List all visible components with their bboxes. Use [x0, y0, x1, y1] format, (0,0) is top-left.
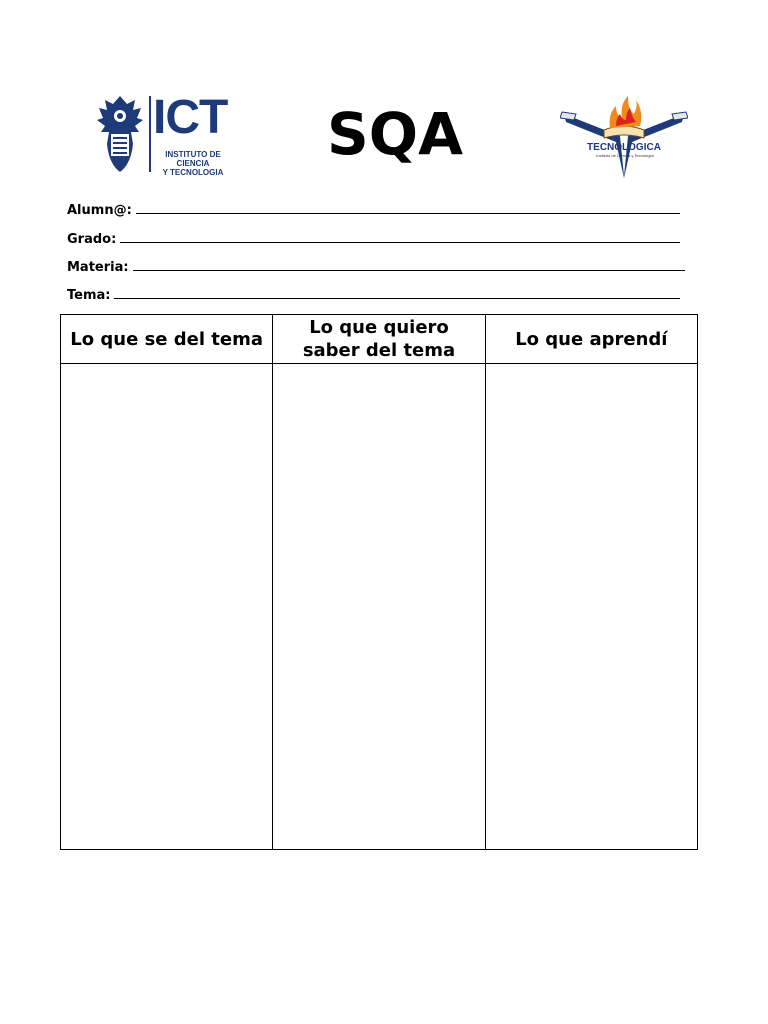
ict-logo-subtitle: INSTITUTO DE CIENCIA Y TECNOLOGIA	[162, 150, 224, 177]
cell-se[interactable]	[61, 364, 273, 850]
tecnologica-logo	[560, 92, 688, 178]
materia-label: Materia:	[67, 260, 129, 275]
column-header-quiero-saber: Lo que quiero saber del tema	[273, 315, 485, 364]
grado-blank-line[interactable]	[120, 230, 680, 243]
cell-aprendi[interactable]	[485, 364, 697, 850]
column-header-se: Lo que se del tema	[61, 315, 273, 364]
column-header-aprendi: Lo que aprendí	[485, 315, 697, 364]
tema-label: Tema:	[67, 288, 111, 303]
alumno-field[interactable]	[67, 201, 680, 219]
tema-field[interactable]	[67, 286, 680, 304]
table-header-row	[61, 315, 698, 364]
grado-label: Grado:	[67, 232, 117, 247]
tecnologica-logo-text: TECNOLÓGICA	[587, 142, 661, 153]
grado-field[interactable]	[67, 230, 680, 248]
alumno-label: Alumn@:	[67, 203, 132, 218]
page-title: SQA	[327, 100, 463, 168]
flame-book-emblem-icon	[560, 92, 688, 178]
tecnologica-logo-subtitle: Instituto de Ciencia y Tecnología	[596, 153, 654, 158]
tema-blank-line[interactable]	[114, 286, 680, 299]
materia-field[interactable]	[67, 258, 685, 276]
alumno-blank-line[interactable]	[136, 201, 680, 214]
materia-blank-line[interactable]	[133, 258, 685, 271]
logo-divider	[149, 96, 151, 172]
ict-logo	[95, 91, 230, 177]
table-body-row	[61, 364, 698, 850]
ict-logo-text: ICT	[153, 91, 228, 144]
eagle-crest-icon	[95, 94, 145, 174]
cell-quiero-saber[interactable]	[273, 364, 485, 850]
sqa-table	[60, 314, 698, 850]
